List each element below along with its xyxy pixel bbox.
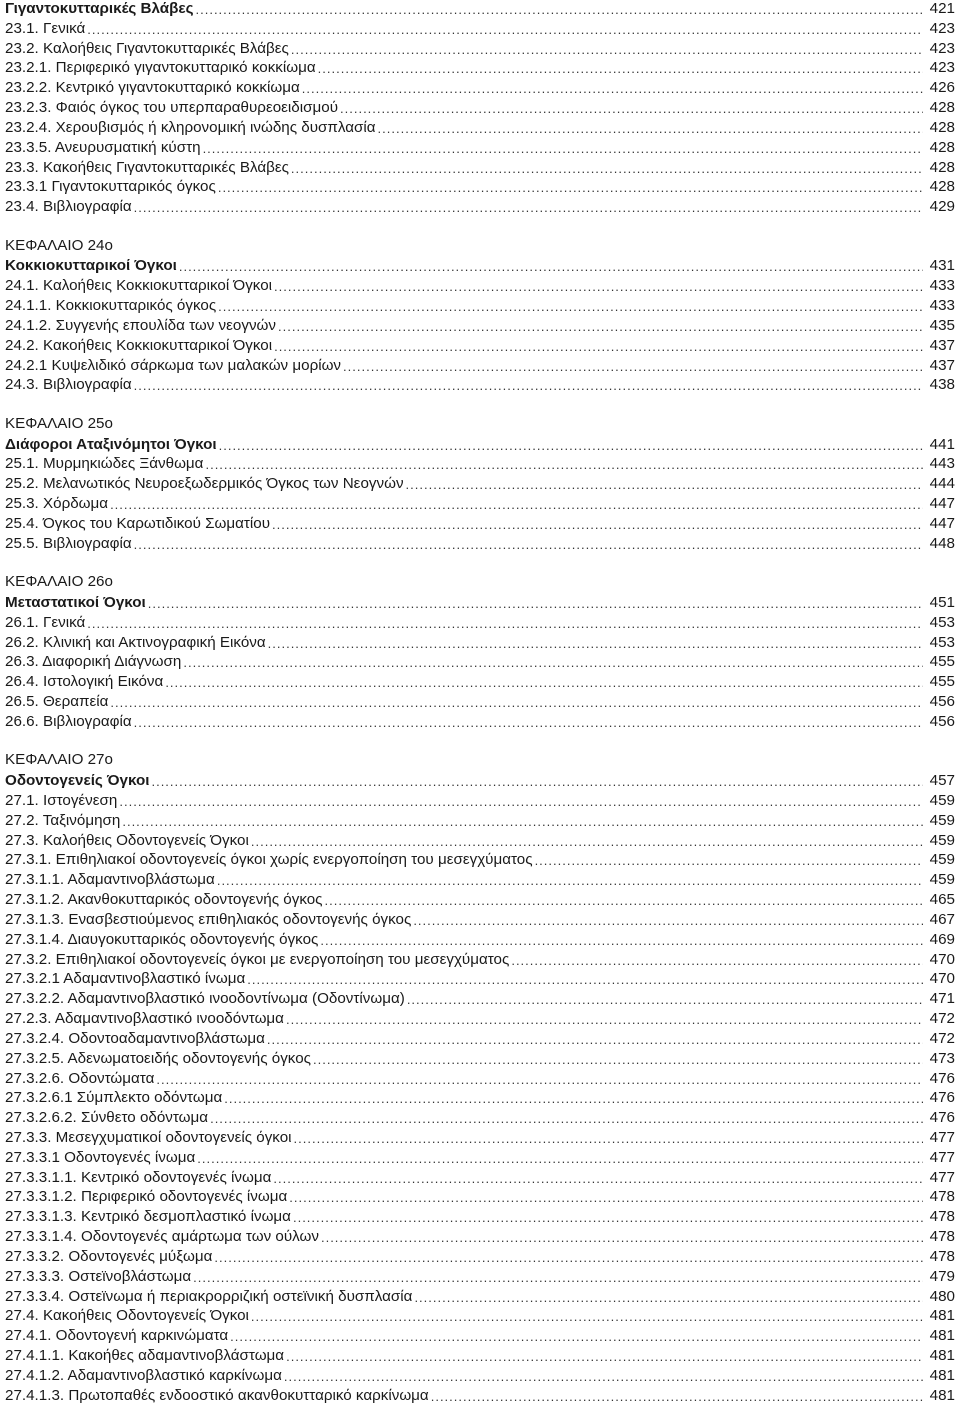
toc-page-number: 438 (929, 376, 955, 394)
toc-entry-row[interactable] (5, 1246, 955, 1266)
toc-page-number: 447 (929, 514, 955, 532)
dot-leader (224, 1090, 923, 1107)
toc-page-number: 437 (929, 336, 955, 354)
toc-page-number: 429 (929, 198, 955, 216)
dot-leader (293, 1209, 923, 1226)
toc-chapter-title-row[interactable] (5, 434, 955, 454)
toc-entry-title: 27.4.1. Οδοντογενή καρκινώματα (5, 1327, 229, 1345)
toc-page-number: 443 (929, 455, 955, 473)
toc-page-number: 431 (929, 257, 955, 275)
toc-entry-title: 25.3. Χόρδωμα (5, 495, 109, 513)
toc-entry-row[interactable] (5, 612, 955, 632)
dot-leader (214, 1249, 923, 1266)
dot-leader (151, 773, 923, 790)
toc-entry-title: 27.3.1.3. Ενασβεστιούμενος επιθηλιακός οδοντογενής όγκος (5, 910, 412, 928)
dot-leader (413, 912, 923, 929)
dot-leader (511, 952, 923, 969)
toc-page-number: 481 (929, 1347, 955, 1365)
toc-entry-row[interactable] (5, 453, 955, 473)
toc-entry-row[interactable] (5, 38, 955, 58)
dot-leader (134, 536, 923, 553)
toc-entry-title: 27.3.2.2. Αδαμαντινοβλαστικό ινοοδοντίνωμα (Οδοντίνωμα) (5, 990, 405, 1008)
dot-leader (272, 516, 923, 533)
dot-leader (183, 654, 923, 671)
toc-entry-row[interactable] (5, 1048, 955, 1068)
toc-entry-row[interactable] (5, 196, 955, 216)
toc-entry-row[interactable] (5, 651, 955, 671)
toc-page-number: 470 (929, 950, 955, 968)
toc-entry-row[interactable] (5, 1068, 955, 1088)
dot-leader (218, 298, 923, 315)
toc-entry-row[interactable] (5, 1107, 955, 1127)
toc-entry-row[interactable] (5, 157, 955, 177)
toc-entry-row[interactable] (5, 909, 955, 929)
dot-leader (165, 674, 923, 691)
toc-entry-title: 26.3. Διαφορική Διάγνωση (5, 653, 182, 671)
toc-page-number: 435 (929, 316, 955, 334)
toc-entry-title: 27.3. Καλοήθεις Οδοντογενείς Όγκοι (5, 831, 249, 849)
toc-entry-row[interactable] (5, 929, 955, 949)
toc-entry-row[interactable] (5, 949, 955, 969)
toc-page-number: 453 (929, 633, 955, 651)
toc-entry-row[interactable] (5, 137, 955, 157)
dot-leader (289, 1189, 923, 1206)
toc-entry-row[interactable] (5, 1206, 955, 1226)
toc-page-number: 478 (929, 1247, 955, 1265)
dot-leader (251, 833, 923, 850)
dot-leader (535, 852, 923, 869)
dot-leader (119, 793, 923, 810)
toc-page-number: 441 (929, 435, 955, 453)
toc-entry-title: 27.2.3. Αδαμαντινοβλαστικό ινοοδόντωμα (5, 1010, 284, 1027)
toc-entry-title: 23.3.5. Ανευρυσματική κύστη (5, 138, 201, 156)
dot-leader (203, 140, 923, 157)
dot-leader (205, 456, 923, 473)
toc-page-number: 428 (929, 99, 955, 117)
toc-page-number: 477 (929, 1128, 955, 1146)
toc-entry-title: 27.4.1.3. Πρωτοπαθές ενδοοστικό ακανθοκυτταρικό καρκίνωμα (5, 1386, 429, 1404)
toc-entry-row[interactable] (5, 57, 955, 77)
dot-leader (110, 694, 923, 711)
dot-leader (321, 1229, 923, 1246)
toc-page-number: 477 (929, 1168, 955, 1186)
dot-leader (343, 358, 923, 375)
toc-entry-row[interactable] (5, 275, 955, 295)
toc-entry-row[interactable] (5, 1167, 955, 1187)
toc-entry-title: 27.3.3. Μεσεγχυματικοί οδοντογενείς όγκοι (5, 1128, 292, 1146)
toc-entry-row[interactable] (5, 533, 955, 553)
toc-entry-title: 27.3.2.1 Αδαμαντινοβλαστικό ίνωμα (5, 970, 246, 988)
dot-leader (251, 1308, 923, 1325)
dot-leader (318, 60, 923, 77)
toc-entry-row[interactable] (5, 830, 955, 850)
toc-page-number: 428 (929, 178, 955, 196)
toc-entry-title: 27.4.1.2. Αδαμαντινοβλαστικό καρκίνωμα (5, 1366, 282, 1384)
toc-entry-row[interactable] (5, 1385, 955, 1405)
toc-page-number: 421 (929, 0, 955, 17)
toc-entry-title: 24.2.1 Κυψελιδικό σάρκωμα των μαλακών μορίων (5, 356, 342, 374)
dot-leader (302, 80, 923, 97)
toc-entry-row[interactable] (5, 968, 955, 988)
dot-leader (268, 635, 923, 652)
toc-page-number: 467 (929, 910, 955, 928)
toc-page-number: 478 (929, 1188, 955, 1206)
toc-entry-row[interactable] (5, 632, 955, 652)
toc-page-number: 437 (929, 356, 955, 374)
toc-chapter-title-row[interactable] (5, 0, 955, 18)
toc-entry-title: 27.4. Κακοήθεις Οδοντογενείς Όγκοι (5, 1307, 249, 1325)
toc-page-number: 453 (929, 613, 955, 631)
toc-entry-title: 27.3.2. Επιθηλιακοί οδοντογενείς όγκοι με ενεργοποίηση του μεσεγχύματος (5, 950, 510, 968)
toc-entry-row[interactable] (5, 988, 955, 1008)
toc-entry-row[interactable] (5, 18, 955, 38)
toc-entry-title: 24.1. Καλοήθεις Κοκκιοκυτταρικοί Όγκοι (5, 277, 273, 295)
toc-entry-title: 24.1.2. Συγγενής επουλίδα των νεογνών (5, 316, 277, 334)
toc-page-number: 433 (929, 297, 955, 315)
toc-entry-row[interactable] (5, 473, 955, 493)
toc-entry-title: 25.4. Όγκος του Καρωτιδικού Σωματίου (5, 514, 270, 532)
toc-entry-title: 23.3. Κακοήθεις Γιγαντοκυτταρικές Βλάβες (5, 158, 289, 176)
toc-page-number: 481 (929, 1327, 955, 1345)
toc-entry-title: 27.3.3.3. Οστεϊνοβλάστωμα (5, 1267, 192, 1285)
dot-leader (179, 258, 923, 275)
chapter-heading: ΚΕΦΑΛΑΙΟ 27ο (5, 751, 113, 769)
toc-entry-title: Μεταστατικοί Όγκοι (5, 593, 146, 611)
toc-page-number: 455 (929, 673, 955, 691)
toc-entry-title: 26.5. Θεραπεία (5, 693, 109, 711)
toc-page-number: 472 (929, 1010, 955, 1027)
dot-leader (414, 1289, 923, 1306)
toc-entry-title: 27.3.2.6. Οδοντώματα (5, 1069, 155, 1087)
dot-leader (294, 1130, 923, 1147)
toc-entry-row[interactable] (5, 810, 955, 830)
toc-entry-title: 27.3.2.6.1 Σύμπλεκτο οδόντωμα (5, 1089, 223, 1107)
dot-leader (291, 41, 923, 58)
toc-page-number: 444 (929, 475, 955, 493)
toc-page-number: 477 (929, 1148, 955, 1166)
toc-entry-row[interactable] (5, 671, 955, 691)
toc-entry-title: 26.1. Γενικά (5, 613, 86, 631)
toc-entry-row[interactable] (5, 790, 955, 810)
toc-entry-title: 27.3.1.4. Διαυγοκυτταρικός οδοντογενής όγκος (5, 930, 319, 948)
toc-page-number: 480 (929, 1287, 955, 1305)
toc-entry-row[interactable] (5, 513, 955, 533)
toc-entry-title: 23.2.4. Χερουβισμός ή κληρονομική ινώδης δυσπλασία (5, 118, 376, 136)
dot-leader (210, 1110, 923, 1127)
toc-entry-title: 23.2. Καλοήθεις Γιγαντοκυτταρικές Βλάβες (5, 39, 289, 57)
dot-leader (218, 179, 923, 196)
dot-leader (87, 21, 923, 38)
dot-leader (197, 1150, 923, 1167)
toc-page-number: 478 (929, 1228, 955, 1246)
toc-entry-title: 27.3.3.1.4. Οδοντογενές αμάρτωμα των ούλων (5, 1228, 319, 1246)
toc-entry-row[interactable] (5, 1127, 955, 1147)
dot-leader (286, 1348, 923, 1365)
dot-leader (110, 496, 923, 513)
dot-leader (273, 1170, 923, 1187)
toc-entry-row[interactable] (5, 315, 955, 335)
toc-entry-row[interactable] (5, 889, 955, 909)
toc-page-number: 448 (929, 534, 955, 552)
toc-entry-row[interactable] (5, 335, 955, 355)
toc-entry-title: 27.3.2.5. Αδενωματοειδής οδοντογενής όγκος (5, 1049, 311, 1067)
dot-leader (407, 991, 923, 1008)
toc-entry-title: 24.1.1. Κοκκιοκυτταρικός όγκος (5, 297, 217, 315)
dot-leader (196, 1, 924, 18)
toc-entry-row[interactable] (5, 1008, 955, 1028)
dot-leader (134, 714, 923, 731)
dot-leader (247, 971, 923, 988)
toc-entry-row[interactable] (5, 1028, 955, 1048)
toc-entry-row[interactable] (5, 176, 955, 196)
toc-chapter-title-row[interactable] (5, 255, 955, 275)
toc-page-number: 465 (929, 891, 955, 909)
toc-entry-row[interactable] (5, 869, 955, 889)
chapter-heading: ΚΕΦΑΛΑΙΟ 24ο (5, 236, 113, 254)
toc-entry-title: 27.1. Ιστογένεση (5, 791, 118, 809)
toc-page-number: 423 (929, 39, 955, 57)
toc-entry-row[interactable] (5, 849, 955, 869)
toc-entry-row[interactable] (5, 1286, 955, 1306)
toc-entry-title: 24.3. Βιβλιογραφία (5, 376, 132, 394)
toc-chapter-title-row[interactable] (5, 592, 955, 612)
toc-page-number: 426 (929, 79, 955, 97)
dot-leader (320, 932, 923, 949)
toc-page-number: 456 (929, 712, 955, 730)
toc-page-number: 459 (929, 871, 955, 889)
toc-page-number: 476 (929, 1089, 955, 1107)
toc-entry-row[interactable] (5, 1186, 955, 1206)
dot-leader (313, 1051, 923, 1068)
toc-entry-title: 27.3.2.4. Οδοντοαδαμαντινοβλάστωμα (5, 1029, 265, 1047)
dot-leader (134, 199, 923, 216)
toc-page-number: 481 (929, 1386, 955, 1404)
toc-page-number: 478 (929, 1208, 955, 1226)
toc-page-number: 473 (929, 1049, 955, 1067)
chapter-heading: ΚΕΦΑΛΑΙΟ 25ο (5, 414, 113, 432)
toc-entry-title: 24.2. Κακοήθεις Κοκκιοκυτταρικοί Όγκοι (5, 336, 273, 354)
toc-page-number: 428 (929, 158, 955, 176)
toc-page-number: 470 (929, 970, 955, 988)
toc-page-number: 455 (929, 653, 955, 671)
toc-entry-title: Κοκκιοκυτταρικοί Όγκοι (5, 257, 177, 275)
dot-leader (274, 278, 923, 295)
toc-entry-title: 27.3.3.2. Οδοντογενές μύξωμα (5, 1247, 213, 1265)
toc-page-number: 459 (929, 851, 955, 869)
toc-entry-row[interactable] (5, 1305, 955, 1325)
toc-entry-row[interactable] (5, 1365, 955, 1385)
toc-entry-title: 27.3.3.4. Οστεϊνωμα ή περιακρορριζική οστεϊνική δυσπλασία (5, 1287, 413, 1305)
toc-page-number: 472 (929, 1029, 955, 1047)
toc-entry-title: 27.2. Ταξινόμηση (5, 811, 121, 829)
dot-leader (406, 476, 923, 493)
toc-page-number: 459 (929, 831, 955, 849)
toc-page-number: 481 (929, 1366, 955, 1384)
toc-entry-title: 23.2.1. Περιφερικό γιγαντοκυτταρικό κοκκίωμα (5, 59, 316, 77)
toc-entry-title: 26.2. Κλινική και Ακτινογραφική Εικόνα (5, 633, 266, 651)
toc-page-number: 459 (929, 791, 955, 809)
toc-entry-row[interactable] (5, 1345, 955, 1365)
dot-leader (278, 318, 923, 335)
toc-entry-row[interactable] (5, 493, 955, 513)
toc-entry-row[interactable] (5, 374, 955, 394)
toc-entry-row[interactable] (5, 117, 955, 137)
toc-entry-title: 25.1. Μυρμηκιώδες Ξάνθωμα (5, 455, 204, 473)
chapter-heading: ΚΕΦΑΛΑΙΟ 26ο (5, 573, 113, 591)
toc-entry-title: 27.3.3.1.2. Περιφερικό οδοντογενές ίνωμα (5, 1188, 288, 1206)
toc-entry-row[interactable] (5, 1147, 955, 1167)
toc-entry-title: 27.3.3.1.1. Κεντρικό οδοντογενές ίνωμα (5, 1168, 272, 1186)
toc-page-number: 451 (929, 593, 955, 611)
toc-entry-row[interactable] (5, 295, 955, 315)
toc-page-number: 428 (929, 118, 955, 136)
toc-entry-title: 27.3.1.2. Ακανθοκυτταρικός οδοντογενής όγκος (5, 891, 323, 909)
toc-entry-title: 27.3.3.1 Οδοντογενές ίνωμα (5, 1148, 196, 1166)
toc-page-number: 423 (929, 59, 955, 77)
dot-leader (193, 1269, 923, 1286)
toc-entry-title: 27.3.3.1.3. Κεντρικό δεσμοπλαστικό ίνωμα (5, 1208, 291, 1226)
toc-entry-title: 23.2.2. Κεντρικό γιγαντοκυτταρικό κοκκίωμα (5, 79, 300, 97)
dot-leader (219, 437, 923, 454)
toc-entry-row[interactable] (5, 711, 955, 731)
toc-page-number: 476 (929, 1109, 955, 1127)
toc-page-number: 479 (929, 1267, 955, 1285)
dot-leader (87, 615, 923, 632)
toc-page-number: 428 (929, 138, 955, 156)
dot-leader (325, 892, 924, 909)
toc-chapter-title-row[interactable] (5, 770, 955, 790)
toc-entry-row[interactable] (5, 1087, 955, 1107)
dot-leader (230, 1328, 923, 1345)
toc-entry-title: 23.4. Βιβλιογραφία (5, 198, 132, 216)
dot-leader (431, 1388, 923, 1405)
toc-entry-row[interactable] (5, 77, 955, 97)
toc-page-number: 476 (929, 1069, 955, 1087)
toc-entry-row[interactable] (5, 1325, 955, 1345)
dot-leader (122, 813, 923, 830)
toc-page-number: 459 (929, 811, 955, 829)
toc-entry-title: Διάφοροι Αταξινόμητοι Όγκοι (5, 435, 217, 453)
toc-entry-title: 27.3.2.6.2. Σύνθετο οδόντωμα (5, 1109, 209, 1127)
dot-leader (291, 160, 923, 177)
toc-entry-title: 27.3.1. Επιθηλιακοί οδοντογενείς όγκοι χωρίς ενεργοποίηση του μεσεγχύματος (5, 851, 533, 869)
toc-entry-title: 25.5. Βιβλιογραφία (5, 534, 132, 552)
toc-entry-title: 23.1. Γενικά (5, 19, 86, 37)
dot-leader (217, 872, 923, 889)
dot-leader (134, 377, 923, 394)
toc-page-number: 456 (929, 693, 955, 711)
toc-page-number: 447 (929, 495, 955, 513)
dot-leader (286, 1011, 923, 1028)
toc-page-number: 469 (929, 930, 955, 948)
toc-entry-title: 27.4.1.1. Κακοήθες αδαμαντινοβλάστωμα (5, 1347, 285, 1365)
toc-entry-title: 23.3.1 Γιγαντοκυτταρικός όγκος (5, 178, 216, 196)
toc-page-number: 471 (929, 990, 955, 1008)
toc-entry-row[interactable] (5, 1266, 955, 1286)
toc-entry-title: 25.2. Μελανωτικός Νευροεξωδερμικός Όγκος των Νεογνών (5, 475, 404, 493)
toc-entry-title: 26.4. Ιστολογική Εικόνα (5, 673, 164, 691)
toc-page-number: 433 (929, 277, 955, 295)
toc-entry-row[interactable] (5, 97, 955, 117)
toc-entry-title: Γιγαντοκυτταρικές Βλάβες (5, 0, 194, 17)
dot-leader (284, 1368, 923, 1385)
toc-entry-title: 23.2.3. Φαιός όγκος του υπερπαραθυρεοειδισμού (5, 99, 339, 117)
dot-leader (267, 1031, 923, 1048)
dot-leader (156, 1071, 923, 1088)
toc-entry-title: 27.3.1.1. Αδαμαντινοβλάστωμα (5, 871, 215, 889)
toc-page-number: 457 (929, 772, 955, 790)
toc-entry-title: 26.6. Βιβλιογραφία (5, 712, 132, 730)
toc-entry-row[interactable] (5, 691, 955, 711)
dot-leader (148, 595, 923, 612)
dot-leader (340, 100, 923, 117)
toc-page-number: 423 (929, 19, 955, 37)
toc-entry-title: Οδοντογενείς Όγκοι (5, 772, 150, 790)
dot-leader (378, 120, 923, 137)
toc-entry-row[interactable] (5, 1226, 955, 1246)
toc-page-number: 481 (929, 1307, 955, 1325)
toc-entry-row[interactable] (5, 355, 955, 375)
dot-leader (274, 338, 923, 355)
